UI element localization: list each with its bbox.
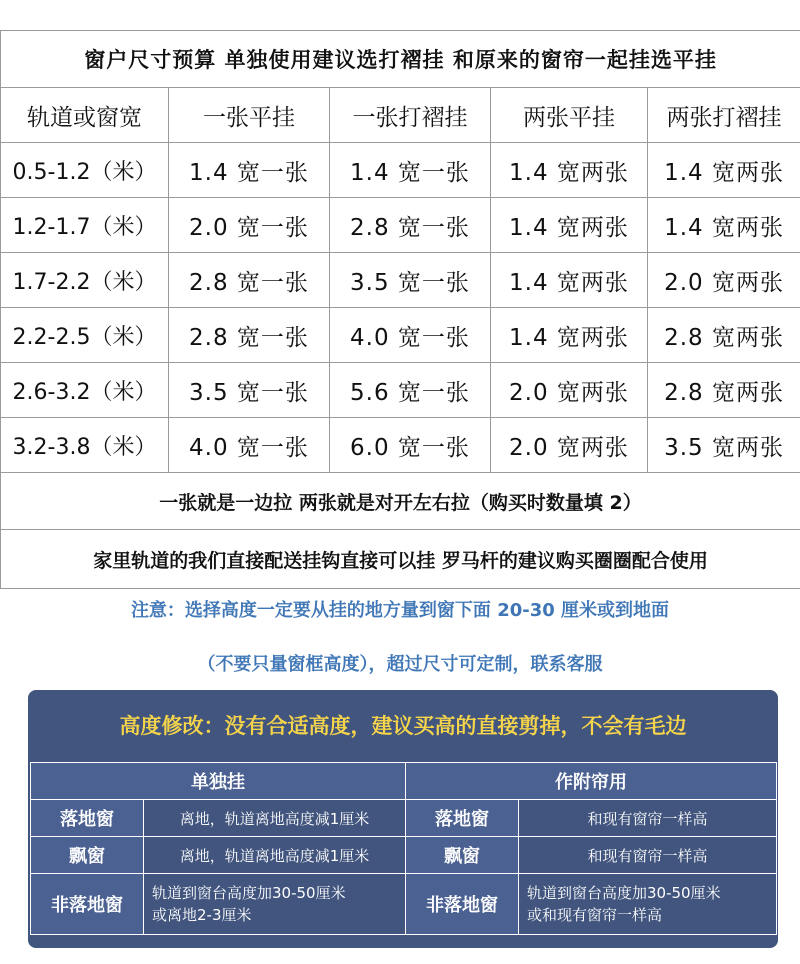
table-cell: 1.4 宽两张 — [491, 253, 648, 308]
with-curtain-desc-line: 轨道到窗台高度加30-50厘米 — [527, 884, 721, 902]
single-hang-desc-line: 或离地2-3厘米 — [152, 906, 252, 924]
quantity-note: 一张就是一边拉 两张就是对开左右拉（购买时数量填 2） — [1, 473, 800, 530]
table-cell: 2.8 宽一张 — [169, 253, 330, 308]
header-one-pleat: 一张打褶挂 — [330, 88, 491, 143]
table-cell: 3.5 宽两张 — [648, 418, 800, 473]
width-range-cell: 1.7-2.2（米） — [1, 253, 169, 308]
height-panel-title: 高度修改：没有合适高度，建议买高的直接剪掉，不会有毛边 — [119, 714, 687, 738]
table-cell: 2.8 宽一张 — [330, 198, 491, 253]
table-cell: 2.0 宽两张 — [491, 363, 648, 418]
table-row — [1, 363, 800, 418]
table-cell: 1.4 宽一张 — [330, 143, 491, 198]
single-hang-desc-line: 轨道到窗台高度加30-50厘米 — [152, 884, 346, 902]
table-cell: 1.4 宽两张 — [491, 143, 648, 198]
height-row — [31, 800, 777, 837]
width-range-cell: 2.6-3.2（米） — [1, 363, 169, 418]
table-row — [1, 198, 800, 253]
attention-line-1: 注意：选择高度一定要从挂的地方量到窗下面 20-30 厘米或到地面 — [130, 600, 670, 621]
row-label: 非落地窗 — [31, 874, 144, 935]
table-cell: 1.4 宽两张 — [491, 198, 648, 253]
table-cell: 2.0 宽两张 — [648, 253, 800, 308]
table-cell: 3.5 宽一张 — [330, 253, 491, 308]
table-cell: 4.0 宽一张 — [330, 308, 491, 363]
header-one-flat: 一张平挂 — [169, 88, 330, 143]
table-cell: 1.4 宽两张 — [491, 308, 648, 363]
table-cell: 2.8 宽一张 — [169, 308, 330, 363]
height-table — [30, 762, 777, 935]
row-label: 飘窗 — [31, 837, 144, 874]
header-width: 轨道或窗宽 — [1, 88, 169, 143]
row-label: 非落地窗 — [406, 874, 519, 935]
table-cell: 5.6 宽一张 — [330, 363, 491, 418]
with-curtain-desc — [519, 874, 777, 935]
table-cell: 2.8 宽两张 — [648, 363, 800, 418]
width-range-cell: 2.2-2.5（米） — [1, 308, 169, 363]
header-two-pleat: 两张打褶挂 — [648, 88, 800, 143]
height-table-header — [31, 763, 777, 800]
table-row — [1, 418, 800, 473]
table-row — [1, 308, 800, 363]
row-label: 落地窗 — [31, 800, 144, 837]
table-cell: 2.0 宽两张 — [491, 418, 648, 473]
width-range-cell: 1.2-1.7（米） — [1, 198, 169, 253]
table-row — [1, 253, 800, 308]
header-two-flat: 两张平挂 — [491, 88, 648, 143]
table-cell: 4.0 宽一张 — [169, 418, 330, 473]
table-cell: 1.4 宽一张 — [169, 143, 330, 198]
table-row — [1, 143, 800, 198]
header-single-hang: 单独挂 — [31, 763, 406, 800]
height-row — [31, 874, 777, 935]
with-curtain-desc-line: 或和现有窗帘一样高 — [527, 906, 663, 924]
row-label: 落地窗 — [406, 800, 519, 837]
table-cell: 2.8 宽两张 — [648, 308, 800, 363]
width-range-cell: 0.5-1.2（米） — [1, 143, 169, 198]
height-row — [31, 837, 777, 874]
table-title: 窗户尺寸预算 单独使用建议选打褶挂 和原来的窗帘一起挂选平挂 — [1, 31, 800, 88]
single-hang-desc: 离地，轨道离地高度减1厘米 — [144, 837, 406, 874]
height-adjust-panel — [28, 690, 778, 948]
with-curtain-desc: 和现有窗帘一样高 — [519, 837, 777, 874]
attention-line-2: （不要只量窗框高度），超过尺寸可定制，联系客服 — [197, 654, 603, 675]
single-hang-desc — [144, 874, 406, 935]
curtain-size-table — [0, 30, 800, 589]
table-cell: 6.0 宽一张 — [330, 418, 491, 473]
width-range-cell: 3.2-3.8（米） — [1, 418, 169, 473]
table-cell: 1.4 宽两张 — [648, 198, 800, 253]
row-label: 飘窗 — [406, 837, 519, 874]
single-hang-desc: 离地，轨道离地高度减1厘米 — [144, 800, 406, 837]
table-cell: 3.5 宽一张 — [169, 363, 330, 418]
with-curtain-desc: 和现有窗帘一样高 — [519, 800, 777, 837]
table-cell: 1.4 宽两张 — [648, 143, 800, 198]
hook-note: 家里轨道的我们直接配送挂钩直接可以挂 罗马杆的建议购买圈圈配合使用 — [1, 530, 800, 589]
table-header-row — [1, 88, 800, 143]
header-with-curtain: 作附帘用 — [406, 763, 777, 800]
table-cell: 2.0 宽一张 — [169, 198, 330, 253]
